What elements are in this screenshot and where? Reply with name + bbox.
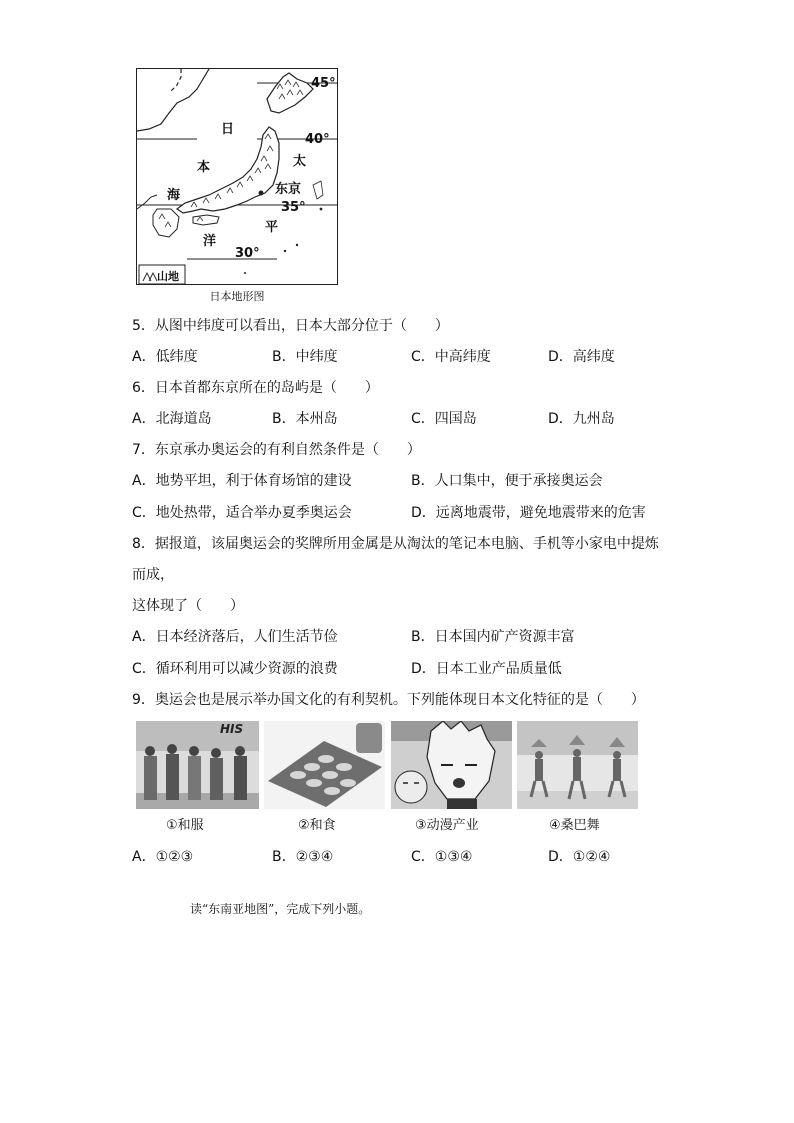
kimono-photo (136, 721, 259, 809)
his-logo-text: HIS (220, 722, 244, 736)
sea-of-japan-char-3: 海 (167, 188, 181, 203)
anime-photo (391, 721, 512, 809)
q9-option-d: D．①②④ (548, 849, 611, 865)
latitude-35-label: 35° (281, 200, 306, 215)
next-section-instruction: 读“东南亚地图”，完成下列小题。 (190, 902, 371, 916)
q5-option-d: D．高纬度 (548, 349, 615, 365)
pacific-char-2: 平 (265, 220, 279, 235)
q5-option-b: B．中纬度 (272, 349, 338, 365)
pacific-char-1: 太 (293, 154, 307, 169)
question-8-stem-line2: 而成， (132, 567, 174, 583)
q9-option-a: A．①②③ (132, 849, 194, 865)
q5-option-a: A．低纬度 (132, 349, 198, 365)
question-8-stem-line1: 8．据报道，该届奥运会的奖牌所用金属是从淘汰的笔记本电脑、手机等小家电中提炼 (132, 536, 659, 552)
q7-option-d: D．远离地震带，避免地震带来的危害 (411, 505, 646, 521)
latitude-40-label: 40° (305, 132, 330, 147)
q7-option-c: C．地处热带，适合举办夏季奥运会 (132, 505, 352, 521)
latitude-45-label: 45° (311, 76, 336, 91)
washoku-photo (264, 721, 385, 809)
legend-label: 山地 (157, 270, 179, 283)
tokyo-label: 东京 (275, 182, 302, 197)
question-7-stem: 7．东京承办奥运会的有利自然条件是（ ） (132, 442, 421, 458)
q5-option-c: C．中高纬度 (411, 349, 491, 365)
question-5-stem: 5．从图中纬度可以看出，日本大部分位于（ ） (132, 318, 449, 334)
q6-option-a: A．北海道岛 (132, 411, 212, 427)
q7-option-a: A．地势平坦，利于体育场馆的建设 (132, 473, 352, 489)
map-caption: 日本地形图 (209, 290, 265, 303)
q6-option-c: C．四国岛 (411, 411, 477, 427)
q6-option-b: B．本州岛 (272, 411, 338, 427)
japan-terrain-map (136, 68, 338, 285)
pacific-char-3: 洋 (203, 234, 217, 249)
question-6-stem: 6．日本首都东京所在的岛屿是（ ） (132, 380, 379, 396)
caption-kimono: ①和服 (166, 818, 204, 833)
q8-option-b: B．日本国内矿产资源丰富 (411, 629, 575, 645)
q8-option-d: D．日本工业产品质量低 (411, 661, 562, 677)
sea-of-japan-char-2: 本 (197, 160, 211, 175)
q8-option-a: A．日本经济落后，人们生活节俭 (132, 629, 338, 645)
latitude-30-label: 30° (235, 246, 260, 261)
sea-of-japan-char-1: 日 (221, 122, 235, 137)
q8-option-c: C．循环利用可以减少资源的浪费 (132, 661, 338, 677)
q6-option-d: D．九州岛 (548, 411, 615, 427)
samba-photo (517, 721, 638, 809)
caption-samba: ④桑巴舞 (549, 818, 600, 833)
question-8-stem-line3: 这体现了（ ） (132, 598, 244, 614)
question-9-stem: 9．奥运会也是展示举办国文化的有利契机。下列能体现日本文化特征的是（ ） (132, 692, 645, 708)
q9-option-c: C．①③④ (411, 849, 473, 865)
caption-anime: ③动漫产业 (415, 818, 479, 833)
q9-option-b: B．②③④ (272, 849, 334, 865)
caption-washoku: ②和食 (298, 818, 336, 833)
q7-option-b: B．人口集中，便于承接奥运会 (411, 473, 603, 489)
